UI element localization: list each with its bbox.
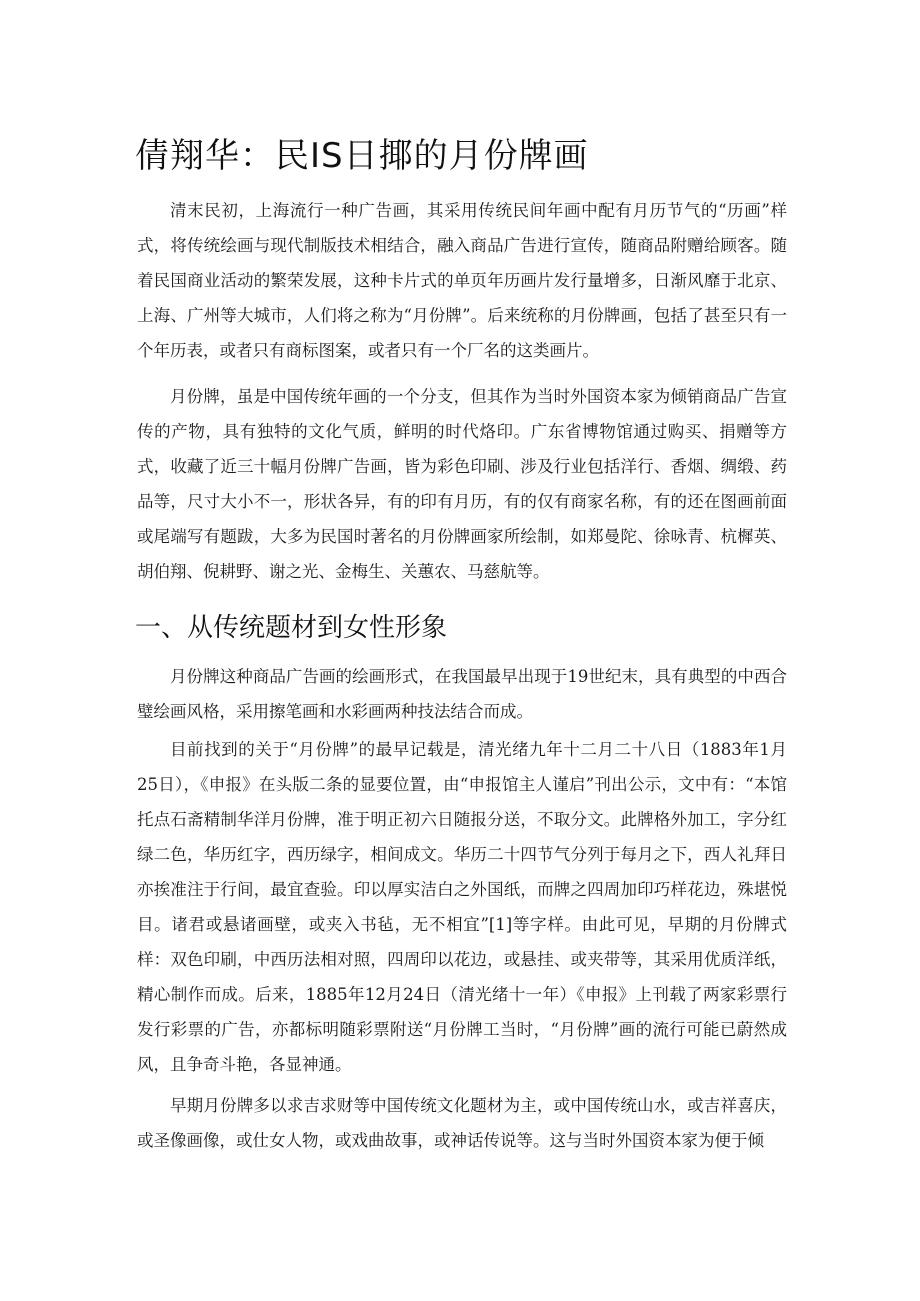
section-heading: 一、从传统题材到女性形象 — [135, 613, 448, 643]
paragraph-collection: 月份牌，虽是中国传统年画的一个分支，但其作为当时外国资本家为倾销商品广告宣传的产物，具有独特的文化气质，鲜明的时代烙印。广东省博物馆通过购买、捐赠等方式，收藏了近三十幅月份牌广告画，皆为彩色印刷、涉及行业包括洋行、香烟、绸缎、药品等，尺寸大小不一，形状各异，有的印有月历，有的仅有商家名称，有的还在图画前面或尾端写有题跋，大多为民国时著名的月份牌画家所绘制，如郑曼陀、徐咏青、杭樨英、胡伯翔、倪耕野、谢之光、金梅生、关蕙农、马慈航等。 — [137, 387, 787, 581]
paragraph-early-themes: 早期月份牌多以求吉求财等中国传统文化题材为主，或中国传统山水，或吉祥喜庆，或圣像画像，或仕女人物，或戏曲故事，或神话传说等。这与当时外国资本家为便于倾 — [137, 1096, 787, 1150]
paragraph-intro: 清末民初，上海流行一种广告画，其采用传统民间年画中配有月历节气的“历画”样式，将传统绘画与现代制版技术相结合，融入商品广告进行宣传，随商品附赠给顾客。随着民国商业活动的繁荣发展，这种卡片式的单页年历画片发行量增多，日渐风靡于北京、上海、广州等大城市，人们将之称为“月份牌”。后来统称的月份牌画，包括了甚至只有一个年历表，或者只有商标图案，或者只有一个厂名的这类画片。 — [137, 201, 787, 360]
paragraph-origin: 月份牌这种商品广告画的绘画形式，在我国最早出现于19世纪末，具有典型的中西合璧绘画风格，采用擦笔画和水彩画两种技法结合而成。 — [137, 667, 787, 721]
document-title: 倩翔华：民IS日揶的月份牌画 — [135, 136, 589, 176]
paragraph-earliest-record: 目前找到的关于“月份牌”的最早记载是，清光绪九年十二月二十八日（1883年1月25日），《申报》在头版二条的显要位置，由“申报馆主人谨启”刊出公示，文中有：“本馆托点石斋精制华洋月份牌，准于明正初六日随报分送，不取分文。此牌格外加工，字分红绿二色，华历红字，西历绿字，相间成文。华历二十四节气分列于每月之下，西人礼拜日亦挨准注于行间，最宜查验。印以厚实洁白之外国纸，而牌之四周加印巧样花边，殊堪悦目。诸君或悬诸画壁，或夹入书毡，无不相宜”[1]等字样。由此可见，早期的月份牌式样：双色印刷，中西历法相对照，四周印以花边，或悬挂、或夹带等，其采用优质洋纸，精心制作而成。后来，1885年12月24日（清光绪十一年）《申报》上刊载了两家彩票行发行彩票的广告，亦都标明随彩票附送“月份牌工当时，“月份牌”画的流行可能已蔚然成风，且争奇斗艳，各显神通。 — [137, 740, 787, 1074]
